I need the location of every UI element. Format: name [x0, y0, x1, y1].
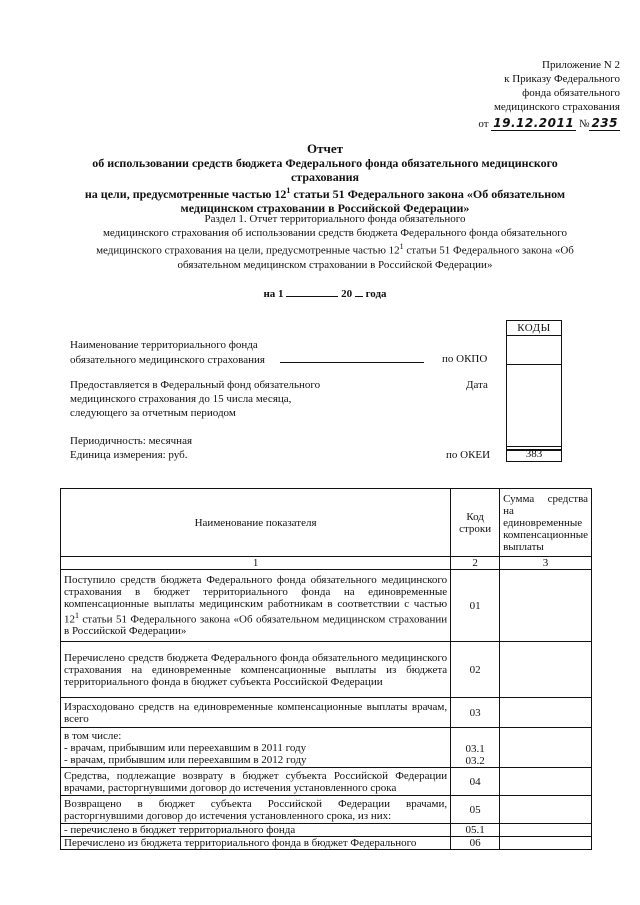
row-name: Поступило средств бюджета Федерального фонда обязательного медицинского страхования в бюджет территориального фонда на единовременные компенсационные выплаты медицинским работникам в соответствии с частью $12^1$ статьи 51 Федерального закона «Об обязательном медицинском страховании в Российской Федерации» [61, 570, 451, 642]
fund-name-block [70, 338, 424, 367]
table-row [61, 824, 592, 837]
okei-code-cell: 383 [506, 446, 562, 462]
section-line3: медицинского страхования на цели, предусмотренные частью $12^1$ статьи 51 Федерального закона «Об [96, 242, 574, 257]
row-sum-cell[interactable] [500, 824, 592, 837]
table-row [61, 728, 592, 768]
row-sum-cell[interactable] [500, 728, 592, 768]
header-code: Код строки [451, 489, 500, 557]
title-heading: Отчет [307, 141, 343, 156]
row-sum-cell[interactable] [500, 768, 592, 796]
report-table [60, 488, 592, 850]
submitted-block [70, 378, 320, 420]
row-sum-cell[interactable] [500, 837, 592, 850]
date-label: Дата [466, 379, 488, 391]
row-code: 06 [451, 837, 500, 850]
submitted-line2: медицинского страхования до 15 числа месяца, [70, 393, 292, 405]
fund-name-line1: Наименование территориального фонда [70, 339, 258, 351]
codes-box [506, 320, 562, 451]
table-row [61, 837, 592, 850]
row-name: в том числе: - врачам, прибывшим или переехавшим в 2011 году - врачам, прибывшим или переехавшим в 2012 году [61, 728, 451, 768]
row-code: 02 [451, 642, 500, 698]
handwritten-number: 235 [591, 116, 618, 130]
table-row [61, 796, 592, 824]
row-code: 01 [451, 570, 500, 642]
row-sum-cell[interactable] [500, 570, 592, 642]
row-sum-cell[interactable] [500, 698, 592, 728]
periodicity: Периодичность: месячная [70, 435, 193, 447]
table-row [61, 570, 592, 642]
okpo-label: по ОКПО [442, 353, 488, 365]
number-prefix: № [578, 118, 590, 130]
table-row [61, 698, 592, 728]
title-line1: об использовании средств бюджета Федерального фонда обязательного медицинского страхования [92, 156, 558, 184]
period-day-blank [286, 286, 338, 297]
okpo-code-cell [507, 336, 561, 365]
row-code: 03.1 03.2 [451, 728, 500, 768]
row-name: Перечислено средств бюджета Федерального фонда обязательного медицинского страхования на единовременные компенсационные выплаты из бюджета территориального фонда в бюджет субъекта Российской Федерации [61, 642, 451, 698]
col-num-3: 3 [500, 557, 592, 570]
handwritten-date: 19.12.2011 [493, 116, 575, 130]
appendix-line3: фонда обязательного [522, 87, 620, 99]
report-title [60, 142, 590, 215]
report-period [60, 286, 590, 300]
row-name: Израсходовано средств на единовременные компенсационные выплаты врачам, всего [61, 698, 451, 728]
codes-header: КОДЫ [507, 321, 561, 336]
header-name: Наименование показателя [61, 489, 451, 557]
date-code-cell [507, 365, 561, 450]
row-name: Перечислено из бюджета территориального фонда в бюджет Федерального [61, 837, 451, 850]
col-num-1: 1 [61, 557, 451, 570]
okei-label: по ОКЕИ [446, 449, 491, 461]
column-number-row [61, 557, 592, 570]
submitted-line1: Предоставляется в Федеральный фонд обязательного [70, 379, 321, 391]
table-row [61, 768, 592, 796]
unit-label: Единица измерения: руб. [70, 449, 188, 461]
row-name: Возвращено в бюджет субъекта Российской Федерации врачами, расторгнувшими договор до истечения установленного срока, из них: [61, 796, 451, 824]
table-header-row [61, 489, 592, 557]
row-name: Средства, подлежащие возврату в бюджет субъекта Российской Федерации врачами, расторгнувшими договор до истечения установленного срока [61, 768, 451, 796]
section-line1: Раздел 1. Отчет территориального фонда обязательного [204, 213, 466, 225]
row-code: 04 [451, 768, 500, 796]
row-code: 03 [451, 698, 500, 728]
period-year-blank [355, 286, 363, 297]
appendix-line4: медицинского страхования [493, 101, 620, 113]
title-line3: медицинском страховании в Российской Федерации» [180, 201, 470, 215]
col-num-2: 2 [451, 557, 500, 570]
period-prefix: на 1 [263, 288, 284, 300]
row-name: - перечислено в бюджет территориального фонда [61, 824, 451, 837]
section-line4: обязательном медицинском страховании в Российской Федерации» [177, 258, 493, 271]
table-row [61, 642, 592, 698]
title-line2: на цели, предусмотренные частью $12^1$ статьи 51 Федерального закона «Об обязательном [84, 186, 566, 201]
appendix-date-line [440, 116, 620, 131]
appendix-line2: к Приказу Федерального [504, 73, 620, 85]
appendix-line1: Приложение N 2 [542, 59, 620, 71]
period-suffix: года [365, 288, 387, 300]
section-title [70, 212, 600, 272]
submitted-line3: следующего за отчетным периодом [70, 407, 236, 419]
appendix-header [440, 58, 620, 131]
period-year: 20 [341, 288, 353, 300]
row-sum-cell[interactable] [500, 796, 592, 824]
fund-name-blank [280, 352, 424, 363]
fund-name-line2: обязательного медицинского страхования [70, 352, 424, 367]
row-sum-cell[interactable] [500, 642, 592, 698]
row-code: 05 [451, 796, 500, 824]
header-sum: Сумма средства на единовременные компенсационные выплаты [500, 489, 592, 557]
date-prefix: от [478, 118, 489, 130]
row-code: 05.1 [451, 824, 500, 837]
section-line2: медицинского страхования об использовании средств бюджета Федерального фонда обязательного [102, 227, 568, 239]
